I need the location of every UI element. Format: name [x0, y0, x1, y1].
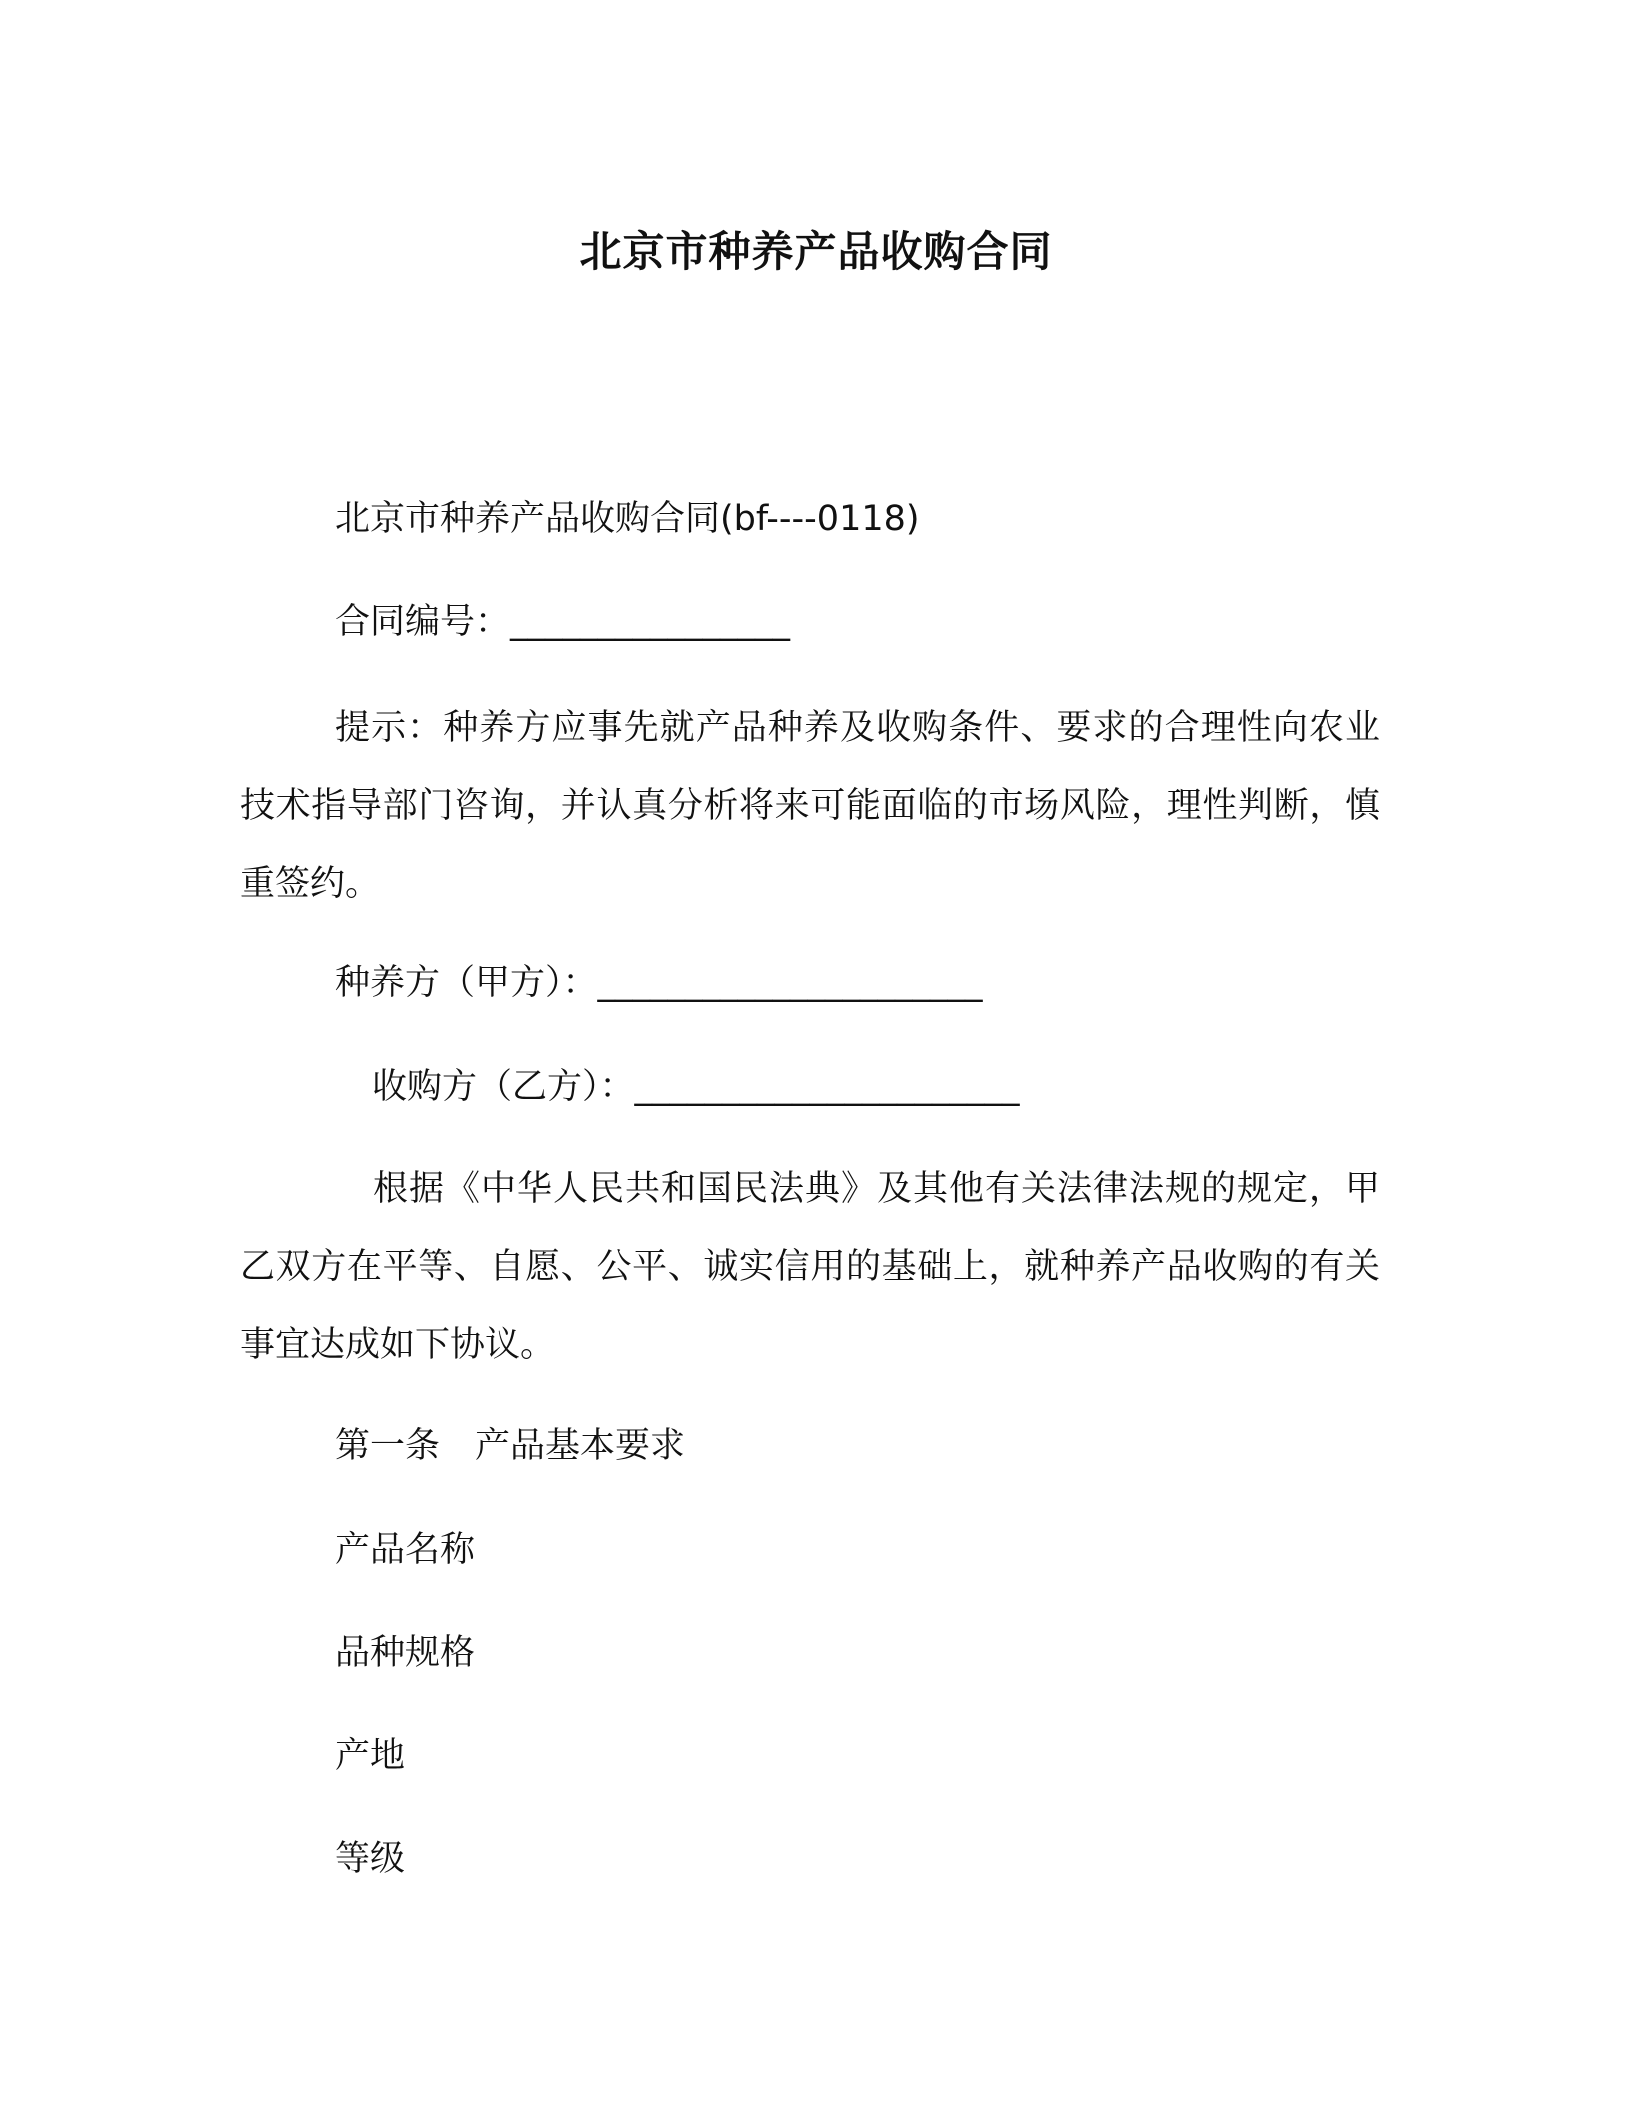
party-b-line — [372, 1062, 1020, 1112]
party-a-label: 种养方（甲方）： — [335, 963, 598, 1003]
notice-paragraph: 提示：种养方应事先就产品种养及收购条件、要求的合理性向农业技术指导部门咨询，并认真分析将来可能面临的市场风险，理性判断，慎重签约。 — [240, 708, 1380, 904]
article-1-heading: 第一条 产品基本要求 — [335, 1426, 686, 1466]
contract-subtitle: 北京市种养产品收购合同(bf----0118) — [335, 499, 920, 539]
party-a-line — [335, 958, 983, 1008]
document-title: 北京市种养产品收购合同 — [579, 227, 1053, 276]
field-origin: 产地 — [335, 1736, 406, 1776]
party-b-blank: ______________________ — [634, 1067, 1020, 1107]
field-grade: 等级 — [335, 1839, 406, 1879]
contract-number-blank: ________________ — [510, 602, 791, 642]
party-a-blank: ______________________ — [597, 963, 983, 1003]
field-variety-spec: 品种规格 — [335, 1633, 476, 1673]
party-b-label: 收购方（乙方）： — [372, 1067, 635, 1107]
contract-number-label: 合同编号： — [335, 602, 511, 642]
preamble-paragraph: 根据《中华人民共和国民法典》及其他有关法律法规的规定，甲乙双方在平等、自愿、公平、诚实信用的基础上，就种养产品收购的有关事宜达成如下协议。 — [240, 1169, 1380, 1365]
field-product-name: 产品名称 — [335, 1530, 476, 1570]
contract-number-line — [335, 597, 790, 647]
